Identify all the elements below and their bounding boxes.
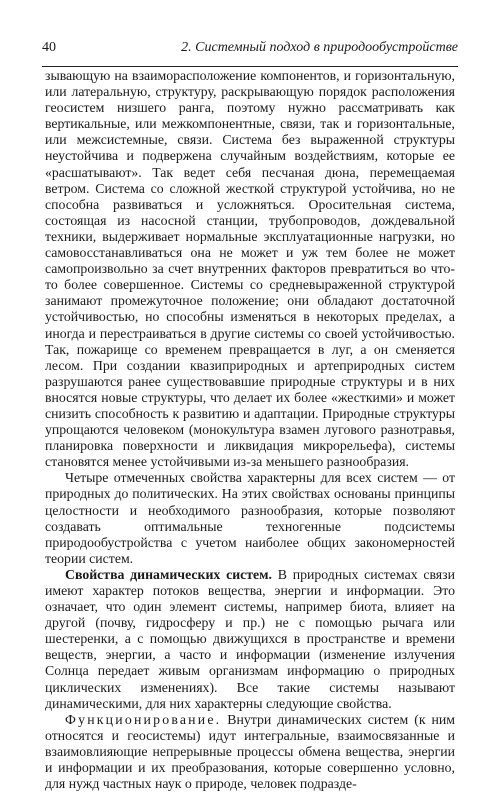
- paragraph-4-text: Внутри динамических систем (к ним относятся и геосистемы) идут интегральные, взаимосвязанные и взаимовлияющие непрерывные процессы обмена вещества, энергии и информации и их преобразования, которые совершенно условно, для нужд частных наук о природе, человек подразде-: [45, 711, 455, 792]
- paragraph-3-text: В природных системах связи имеют характер потоков вещества, энергии и информации. Это означает, что один элемент системы, например биота, влияет на другой (почву, гидросферу и пр.) не с помощью рычага или шестеренки, а с помощью движущихся в пространстве и времени веществ, энергии, а часто и информации (изменение излучения Солнца передает живым организмам информацию о природных циклических изменениях). Все такие системы называют динамическими, для них характерны следующие свойства.: [45, 566, 455, 711]
- running-title: 2. Системный подход в природообустройстве: [181, 40, 458, 55]
- term-run-in-heading: Функционирование.: [65, 711, 222, 727]
- page-number: 40: [42, 40, 56, 55]
- section-run-in-heading: Свойства динамических систем.: [65, 566, 273, 582]
- paragraph-1: [45, 68, 455, 470]
- paragraph-1-text: зывающую на взаиморасположение компонентов, и горизонтальную, или латеральную, структуру, раскрывающую порядок расположения геосистем низшего ранга, поэтому нужно рассматривать как вертикальные, или межкомпонентные, связи, так и горизонтальные, или межсистемные, связи. Система без выраженной структуры неустойчива и подвержена случайным воздействиям, которые ее «расшатывают». Так ведет себя песчаная дюна, перемещаемая ветром. Система со сложной жесткой структурой устойчива, но не способна развиваться и усложняться. Оросительная система, состоящая из насосной станции, трубопроводов, дождевальной техники, выдерживает нормальные эксплуатационные нагрузки, но самовосстанавливаться она не может и уж тем более не может самопроизвольно за счет внутренних факторов превратиться во что-то более совершенное. Системы со средневыраженной структурой занимают промежуточное положение; они обладают достаточной устойчивостью, но способны изменяться в некоторых пределах, а иногда и перестраиваться в другие системы со своей устойчивостью. Так, пожарище со временем превращается в луг, а он сменяется лесом. При создании квазиприродных и артеприродных систем разрушаются ранее существовавшие природные структуры и в них вносятся новые структуры, что делает их более «жесткими» и может снизить способность к развитию и адаптации. Природные структуры упрощаются человеком (монокультура взамен лугового разнотравья, планировка поверхности и ликвидация микрорельефа), системы становятся менее устойчивыми из-за меньшего разнообразия.: [45, 68, 455, 470]
- paragraph-3: [45, 567, 455, 712]
- header-rule: [42, 66, 458, 67]
- page-header: [42, 40, 458, 64]
- paragraph-2-text: Четыре отмеченных свойства характерны для всех систем — от природных до политических. На этих свойствах основаны принципы целостности и необходимого разнообразия, которые позволяют создавать оптимальные техногенные подсистемы природообустройства с учетом наиболее общих закономерностей теории систем.: [45, 470, 455, 566]
- paragraph-2: [45, 470, 455, 567]
- paragraph-4: [45, 712, 455, 792]
- body-text: [45, 68, 455, 792]
